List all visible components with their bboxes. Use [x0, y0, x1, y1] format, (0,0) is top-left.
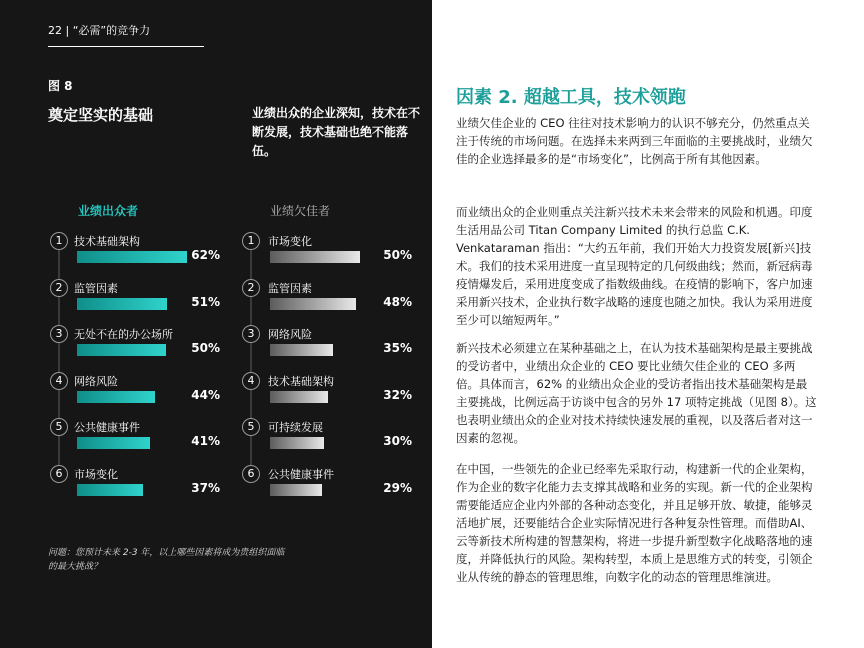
- bar-value-label: 35%: [383, 341, 412, 355]
- bar-value-label: 37%: [191, 480, 220, 495]
- section-title: 因素 2. 超越工具，技术领跑: [456, 87, 686, 108]
- bar-category-label: 无处不在的办公场所: [74, 328, 173, 341]
- article-paragraph-2: 而业绩出众的企业则重点关注新兴技术未来会带来的风险和机遇。印度生活用品公司 Titan Company Limited 的执行总监 C.K. Venkataraman 指出：“大约五年前，我们开始大力投资发展[新兴]技术。我们的技术采用进度一直呈现特定的几何级曲线；然而，新冠病毒疫情爆发后，采用进度变成了指数级曲线。在疫情的影响下，客户加速采用新兴技术，企业执行数字战略的速度也随之加快。我认为采用进度至少可以缩短两年。”: [456, 205, 813, 327]
- rank-badge: 1: [242, 232, 260, 250]
- bar-category-label: 市场变化: [268, 235, 312, 248]
- bar-value-label: 48%: [383, 294, 412, 309]
- figure-label: 图 8: [48, 79, 73, 93]
- rank-badge: 6: [50, 465, 68, 483]
- bar-category-label: 技术基础架构: [74, 235, 140, 248]
- rank-badge: 1: [50, 232, 68, 250]
- bar: [77, 344, 166, 356]
- bar-value-label: 51%: [191, 294, 220, 309]
- figure-note: 业绩出众的企业深知，技术在不断发展，技术基础也绝不能落伍。: [252, 106, 421, 158]
- header-rule: [48, 46, 204, 47]
- bar-value-label: 30%: [383, 434, 412, 448]
- article-panel: [432, 0, 864, 648]
- bar-category-label: 公共健康事件: [74, 421, 140, 434]
- bar: [77, 484, 143, 496]
- bar-category-label: 技术基础架构: [268, 374, 334, 388]
- bar: [270, 344, 333, 356]
- bar-category-label: 监管因素: [268, 281, 312, 295]
- underperformers-heading: 业绩欠佳者: [270, 204, 331, 218]
- bar: [270, 391, 328, 403]
- rank-badge: 4: [50, 372, 68, 390]
- bar-value-label: 32%: [383, 387, 412, 402]
- rank-badge: 3: [242, 325, 260, 343]
- rank-connector-line: [250, 242, 252, 475]
- rank-badge: 6: [242, 465, 260, 483]
- bar: [270, 437, 324, 449]
- rank-badge: 5: [242, 418, 260, 436]
- top-performers-heading: 业绩出众者: [78, 204, 139, 218]
- bar-category-label: 可持续发展: [268, 421, 323, 434]
- bar-value-label: 41%: [191, 434, 220, 448]
- bar-category-label: 市场变化: [74, 467, 118, 481]
- bar-category-label: 网络风险: [268, 328, 312, 341]
- figure-title: 奠定坚实的基础: [48, 106, 154, 124]
- bar-category-label: 监管因素: [74, 281, 118, 295]
- bar-value-label: 50%: [383, 248, 412, 262]
- rank-badge: 2: [242, 279, 260, 297]
- bar: [270, 484, 322, 496]
- bar: [77, 391, 155, 403]
- bar-category-label: 公共健康事件: [268, 467, 334, 481]
- bar-value-label: 44%: [191, 387, 220, 402]
- bar: [77, 298, 167, 310]
- rank-connector-line: [58, 242, 60, 475]
- bar-value-label: 50%: [191, 341, 220, 355]
- bar-value-label: 62%: [191, 248, 220, 262]
- bar: [270, 298, 356, 310]
- bar: [270, 251, 360, 263]
- article-paragraph-1: 业绩欠佳企业的 CEO 往往对技术影响力的认识不够充分，仍然重点关注于传统的市场问题。在选择未来两到三年面临的主要挑战时，业绩欠佳的企业选择最多的是“市场变化”，比例高于所有其他因素。: [456, 116, 813, 166]
- page-number: 22 | “必需”的竞争力: [48, 24, 151, 37]
- rank-badge: 2: [50, 279, 68, 297]
- bar: [77, 437, 150, 449]
- rank-badge: 5: [50, 418, 68, 436]
- rank-badge: 4: [242, 372, 260, 390]
- bar-category-label: 网络风险: [74, 374, 118, 388]
- article-paragraph-4: 在中国，一些领先的企业已经率先采取行动，构建新一代的企业架构，作为企业的数字化能力去支撑其战略和业务的实现。新一代的企业架构需要能适应企业内外部的各种动态变化，并且足够开放、敏捷，能够灵活地扩展，还要能结合企业实际情况进行各种复杂性管理。而借助AI、云等新技术所构建的智慧架构，将进一步提升新型数字化战略落地的速度，并降低执行的风险。架构转型，本质上是思维方式的转变，引领企业从传统的静态的管理思维，向数字化的动态的管理思维演进。: [456, 462, 813, 584]
- rank-badge: 3: [50, 325, 68, 343]
- bar-value-label: 29%: [383, 480, 412, 495]
- survey-question: 问题：您预计未来 2-3 年，以上哪些因素将成为贵组织面临的最大挑战？: [48, 548, 285, 572]
- article-paragraph-3: 新兴技术必须建立在某种基础之上，在认为技术基础架构是最主要挑战的受访者中，业绩出众企业的 CEO 要比业绩欠佳企业的 CEO 多两倍。具体而言，62% 的业绩出众企业的受访者指出技术基础架构是最主要挑战，比例远高于访谈中包含的另外 17 项特定挑战（见图 8）。这也表明业绩出众的企业对技术持续快速发展的重视，以及落后者对这一因素的忽视。: [456, 341, 817, 445]
